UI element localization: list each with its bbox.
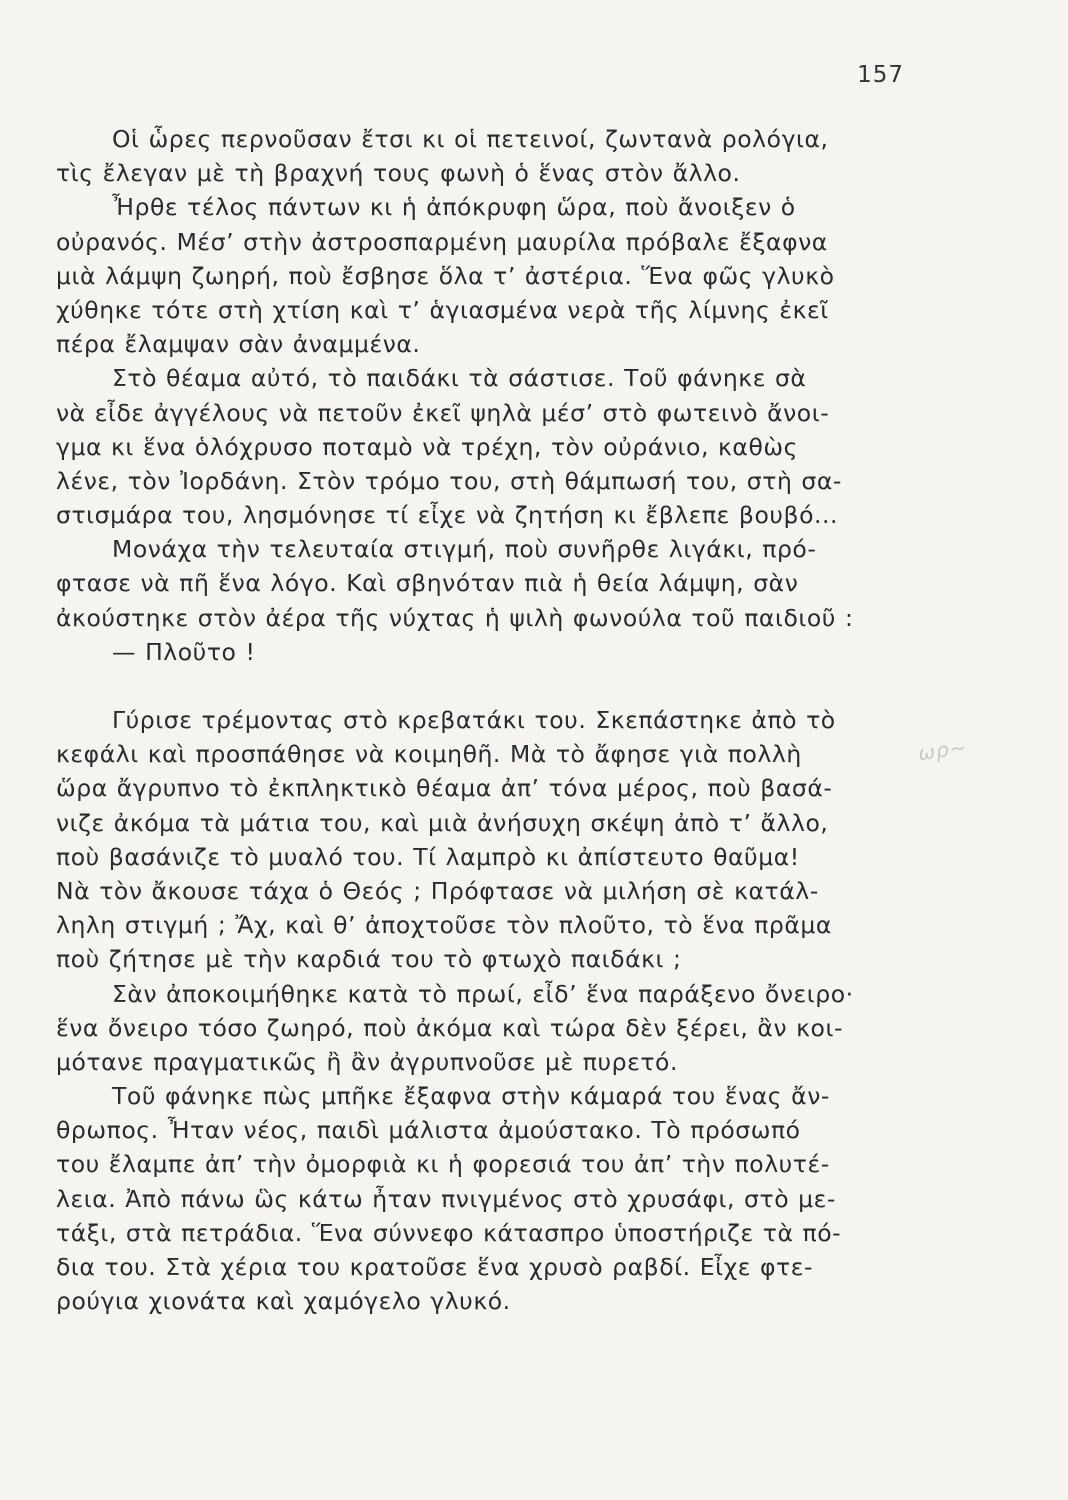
text-line: μότανε πραγματικῶς ἢ ἂν ἀγρυπνοῦσε μὲ πυρετό. [56,1047,678,1076]
page-number: 157 [857,62,904,88]
text-line: ὥρα ἄγρυπνο τὸ ἐκπληκτικὸ θέαμα ἀπ’ τόνα μέρος, ποὺ βασά- [56,774,833,803]
text-line: ληλη στιγμή ; Ἄχ, καὶ θ’ ἀποχτοῦσε τὸν πλοῦτο, τὸ ἕνα πρᾶμα [56,911,832,940]
text-line: Ἦρθε τέλος πάντων κι ἡ ἀπόκρυφη ὥρα, ποὺ ἄνοιξεν ὁ [112,193,796,222]
text-line: ἀκούστηκε στὸν ἀέρα τῆς νύχτας ἡ ψιλὴ φωνούλα τοῦ παιδιοῦ : [56,603,854,632]
margin-annotation: ωρ~ [916,734,969,766]
text-line: Οἱ ὧρες περνοῦσαν ἔτσι κι οἱ πετεινοί, ζωντανὰ ρολόγια, [112,125,829,153]
text-line: Σὰν ἀποκοιμήθηκε κατὰ τὸ πρωί, εἶδ’ ἕνα παράξενο ὄνειρο· [112,979,854,1008]
text-line: Στὸ θέαμα αὐτό, τὸ παιδάκι τὰ σάστισε. Τοῦ φάνηκε σὰ [112,364,807,393]
dialogue-line: — Πλοῦτο ! [112,637,256,666]
text-line: δια του. Στὰ χέρια του κρατοῦσε ἕνα χρυσὸ ραβδί. Εἶχε φτε- [56,1253,814,1281]
text-line: μιὰ λάμψη ζωηρή, ποὺ ἔσβησε ὅλα τ’ ἀστέρια. Ἕνα φῶς γλυκὸ [56,261,835,290]
text-line: νὰ εἶδε ἀγγέλους νὰ πετοῦν ἐκεῖ ψηλὰ μέσ’ στὸ φωτεινὸ ἄνοι- [56,398,830,427]
text-line: τὶς ἔλεγαν μὲ τὴ βραχνή τους φωνὴ ὁ ἕνας στὸν ἄλλο. [56,159,741,188]
text-line: ρούγια χιονάτα καὶ χαμόγελο γλυκό. [56,1287,511,1316]
text-line: θρωπος. Ἦταν νέος, παιδὶ μάλιστα ἀμούστακο. Τὸ πρόσωπό [56,1116,801,1145]
text-line: Νὰ τὸν ἄκουσε τάχα ὁ Θεός ; Πρόφτασε νὰ μιλήση σὲ κατάλ- [56,876,819,905]
text-line: φτασε νὰ πῆ ἕνα λόγο. Καὶ σβηνόταν πιὰ ἡ θεία λάμψη, σὰν [56,569,799,598]
text-line: χύθηκε τότε στὴ χτίση καὶ τ’ ἁγιασμένα νερὰ τῆς λίμνης ἐκεῖ [56,295,829,324]
text-line: του ἔλαμπε ἀπ’ τὴν ὀμορφιὰ κι ἡ φορεσιά του ἀπ’ τὴν πολυτέ- [56,1150,830,1179]
text-line: πέρα ἔλαμψαν σὰν ἀναμμένα. [56,330,421,359]
text-line: κεφάλι καὶ προσπάθησε νὰ κοιμηθῆ. Μὰ τὸ ἄφησε γιὰ πολλὴ [56,740,802,769]
text-line: στισμάρα του, λησμόνησε τί εἶχε νὰ ζητήση κι ἔβλεπε βουβό... [56,501,839,530]
text-line: γμα κι ἕνα ὁλόχρυσο ποταμὸ νὰ τρέχη, τὸν οὐράνιο, καθὼς [56,432,798,461]
text-line: λεια. Ἀπὸ πάνω ὣς κάτω ἦταν πνιγμένος στὸ χρυσάφι, στὸ με- [56,1184,836,1213]
text-line: νιζε ἀκόμα τὰ μάτια του, καὶ μιὰ ἀνήσυχη σκέψη ἀπὸ τ’ ἄλλο, [56,808,829,837]
text-line: ποὺ βασάνιζε τὸ μυαλό του. Τί λαμπρὸ κι ἀπίστευτο θαῦμα! [56,842,800,871]
text-line: τάξι, στὰ πετράδια. Ἕνα σύννεφο κάτασπρο ὑποστήριζε τὰ πό- [56,1218,842,1247]
text-line: Μονάχα τὴν τελευταία στιγμή, ποὺ συνῆρθε λιγάκι, πρό- [112,535,817,564]
text-line: λένε, τὸν Ἰορδάνη. Στὸν τρόμο του, στὴ θάμπωσή του, στὴ σα- [56,466,842,495]
paragraph-gap [56,669,906,703]
text-line: Τοῦ φάνηκε πὼς μπῆκε ἔξαφνα στὴν κάμαρά του ἕνας ἄν- [112,1082,830,1111]
body-text [56,122,906,1318]
text-line: ἕνα ὄνειρο τόσο ζωηρό, ποὺ ἀκόμα καὶ τώρα δὲν ξέρει, ἂν κοι- [56,1013,844,1042]
text-line: Γύρισε τρέμοντας στὸ κρεβατάκι του. Σκεπάστηκε ἀπὸ τὸ [112,706,836,734]
text-line: ποὺ ζήτησε μὲ τὴν καρδιά του τὸ φτωχὸ παιδάκι ; [56,945,682,974]
text-line: οὐρανός. Μέσ’ στὴν ἀστροσπαρμένη μαυρίλα πρόβαλε ἔξαφνα [56,227,828,256]
